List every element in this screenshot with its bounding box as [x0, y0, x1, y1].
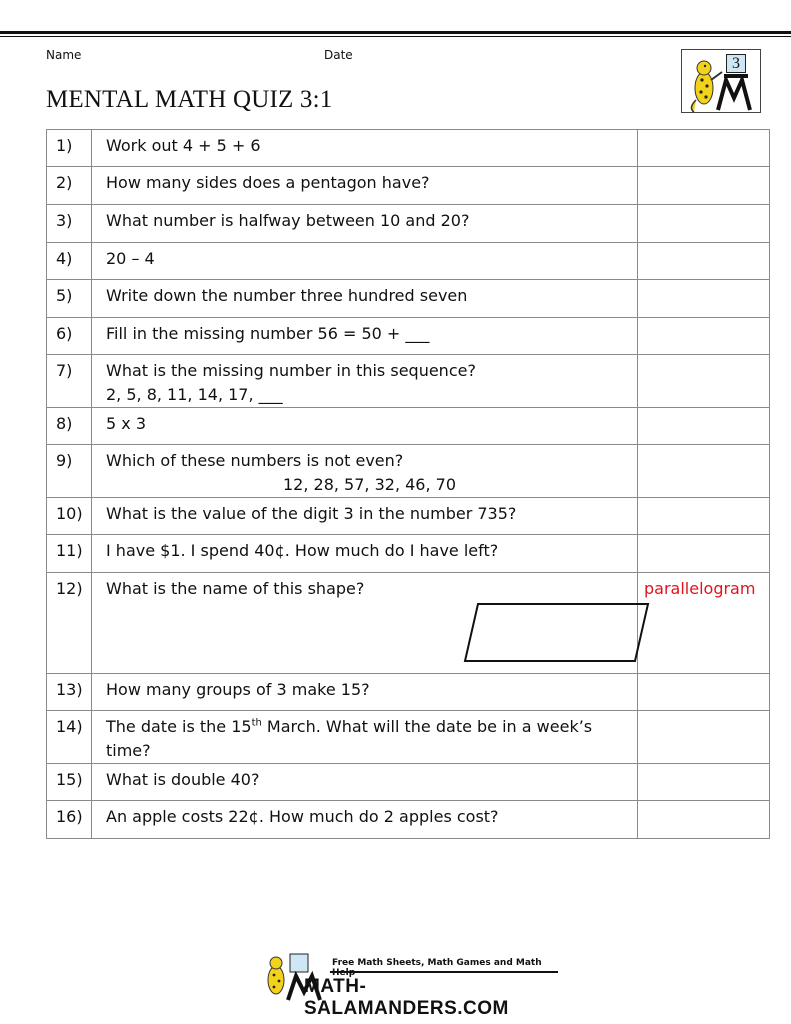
question-number-cell: 12) — [47, 573, 92, 674]
table-row — [47, 205, 770, 243]
answer-cell[interactable] — [638, 205, 770, 243]
footer — [258, 950, 558, 1019]
table-row — [47, 318, 770, 355]
question-number-cell: 8) — [47, 408, 92, 445]
question-number-cell: 10) — [47, 498, 92, 535]
grade-number: 3 — [726, 54, 746, 73]
question-number-cell: 3) — [47, 205, 92, 243]
question-number-cell: 4) — [47, 243, 92, 280]
question-cell: I have $1. I spend 40¢. How much do I have left? — [92, 535, 638, 573]
question-cell: 5 x 3 — [92, 408, 638, 445]
answer-cell[interactable] — [638, 280, 770, 318]
table-row — [47, 573, 770, 674]
parallelogram-shape — [462, 601, 652, 667]
question-number-cell: 6) — [47, 318, 92, 355]
question-number-cell: 11) — [47, 535, 92, 573]
footer-divider — [330, 971, 558, 973]
question-cell: What is the missing number in this sequence? 2, 5, 8, 11, 14, 17, ___ — [92, 355, 638, 408]
question-cell: 20 – 4 — [92, 243, 638, 280]
question-number-cell: 14) — [47, 711, 92, 764]
question-cell: What is the name of this shape? — [92, 573, 638, 674]
name-label: Name — [46, 48, 82, 62]
table-row — [47, 130, 770, 167]
question-cell: What number is halfway between 10 and 20? — [92, 205, 638, 243]
question-number-cell: 5) — [47, 280, 92, 318]
answer-cell[interactable] — [638, 318, 770, 355]
question-cell: What is double 40? — [92, 764, 638, 801]
answer-text: parallelogram — [644, 579, 756, 598]
table-row — [47, 280, 770, 318]
answer-cell[interactable] — [638, 408, 770, 445]
question-number-cell: 15) — [47, 764, 92, 801]
footer-site-link[interactable]: MATH-SALAMANDERS.COM — [304, 976, 509, 1019]
table-row — [47, 711, 770, 764]
question-cell: How many sides does a pentagon have? — [92, 167, 638, 205]
table-row — [47, 535, 770, 573]
answer-cell[interactable] — [638, 445, 770, 498]
answer-cell[interactable] — [638, 498, 770, 535]
answer-cell[interactable] — [638, 130, 770, 167]
answer-cell[interactable] — [638, 243, 770, 280]
page-title: MENTAL MATH QUIZ 3:1 — [46, 86, 333, 113]
table-row — [47, 498, 770, 535]
top-rule — [0, 31, 791, 37]
question-number-cell: 1) — [47, 130, 92, 167]
question-number-cell: 2) — [47, 167, 92, 205]
table-row — [47, 243, 770, 280]
question-number-cell: 9) — [47, 445, 92, 498]
question-cell: Work out 4 + 5 + 6 — [92, 130, 638, 167]
question-number-cell: 13) — [47, 674, 92, 711]
answer-cell[interactable] — [638, 573, 770, 674]
question-cell: How many groups of 3 make 15? — [92, 674, 638, 711]
quiz-table — [46, 129, 770, 839]
table-row — [47, 355, 770, 408]
date-label: Date — [324, 48, 353, 62]
question-number-cell: 16) — [47, 801, 92, 839]
question-cell: Which of these numbers is not even? 12, 28, 57, 32, 46, 70 — [92, 445, 638, 498]
answer-cell[interactable] — [638, 801, 770, 839]
question-cell: The date is the 15th March. What will the date be in a week’s time? — [92, 711, 638, 764]
answer-cell[interactable] — [638, 674, 770, 711]
answer-cell[interactable] — [638, 764, 770, 801]
question-cell: What is the value of the digit 3 in the number 735? — [92, 498, 638, 535]
answer-cell[interactable] — [638, 355, 770, 408]
salamander-logo-icon — [681, 49, 761, 113]
question-cell: An apple costs 22¢. How much do 2 apples cost? — [92, 801, 638, 839]
table-row — [47, 445, 770, 498]
question-cell: Write down the number three hundred seven — [92, 280, 638, 318]
answer-cell[interactable] — [638, 711, 770, 764]
question-cell: Fill in the missing number 56 = 50 + ___ — [92, 318, 638, 355]
table-row — [47, 801, 770, 839]
question-number-cell: 7) — [47, 355, 92, 408]
answer-cell[interactable] — [638, 535, 770, 573]
footer-tagline: Free Math Sheets, Math Games and Math Help — [332, 958, 542, 978]
table-row — [47, 408, 770, 445]
table-row — [47, 167, 770, 205]
table-row — [47, 764, 770, 801]
answer-cell[interactable] — [638, 167, 770, 205]
table-row — [47, 674, 770, 711]
